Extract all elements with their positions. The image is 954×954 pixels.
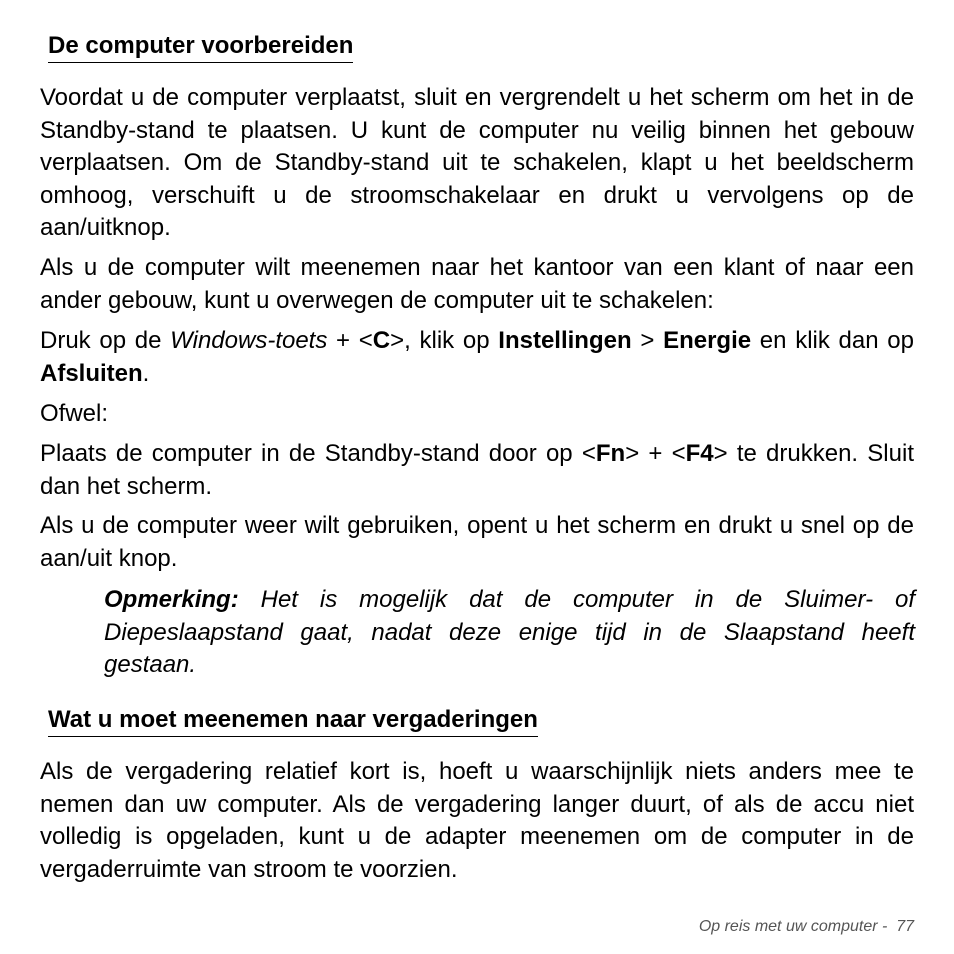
page-number: 77 [896, 918, 914, 935]
section-heading-prepare: De computer voorbereiden [48, 32, 353, 63]
paragraph-move-building: Als u de computer wilt meenemen naar het kantoor van een klant of naar een ander gebouw, kunt u overwegen de computer uit te schakelen: [40, 254, 914, 314]
paragraph-standby-keys: Plaats de computer in de Standby-stand door op <Fn> + <F4> te drukken. Sluit dan het scherm. [40, 440, 914, 500]
paragraph-meetings: Als de vergadering relatief kort is, hoeft u waarschijnlijk niets anders mee te nemen dan uw computer. Als de vergadering langer duurt, of als de accu niet volledig is opgeladen, kunt u de adapter meenemen om de computer in de vergaderruimte van stroom te voorzien. [40, 758, 914, 883]
settings-text: Instellingen [498, 327, 632, 354]
paragraph-or: Ofwel: [40, 400, 109, 427]
windows-key-text: Windows-toets [170, 327, 328, 354]
fn-key-text: Fn [595, 440, 626, 467]
paragraph-shutdown-steps: Druk op de Windows-toets + <C>, klik op Instellingen > Energie en klik dan op Afsluiten. [40, 327, 914, 387]
paragraph-standby-intro: Voordat u de computer verplaatst, sluit en vergrendelt u het scherm om het in de Standby-stand te plaatsen. U kunt de computer nu veilig binnen het gebouw verplaatsen. Om de Standby-stand uit te schakelen, klapt u het beeldscherm omhoog, verschuift u de stroomschakelaar en drukt u vervolgens op de aan/uitknop. [40, 84, 914, 241]
footer-section-title: Op reis met uw computer - [698, 918, 897, 935]
c-key-text: C [372, 327, 391, 354]
section-heading-meetings: Wat u moet meenemen naar vergaderingen [48, 706, 538, 737]
f4-key-text: F4 [685, 440, 714, 467]
note-sleep-mode: Opmerking: Het is mogelijk dat de computer in de Sluimer- of Diepeslaapstand gaat, nadat deze enige tijd in de Slaapstand heeft gestaan. [104, 586, 915, 678]
page-footer [699, 918, 914, 936]
energy-text: Energie [663, 327, 752, 354]
paragraph-resume: Als u de computer weer wilt gebruiken, opent u het scherm en drukt u snel op de aan/uit knop. [40, 512, 914, 572]
note-label: Opmerking: [104, 586, 239, 613]
shutdown-text: Afsluiten [40, 359, 143, 387]
